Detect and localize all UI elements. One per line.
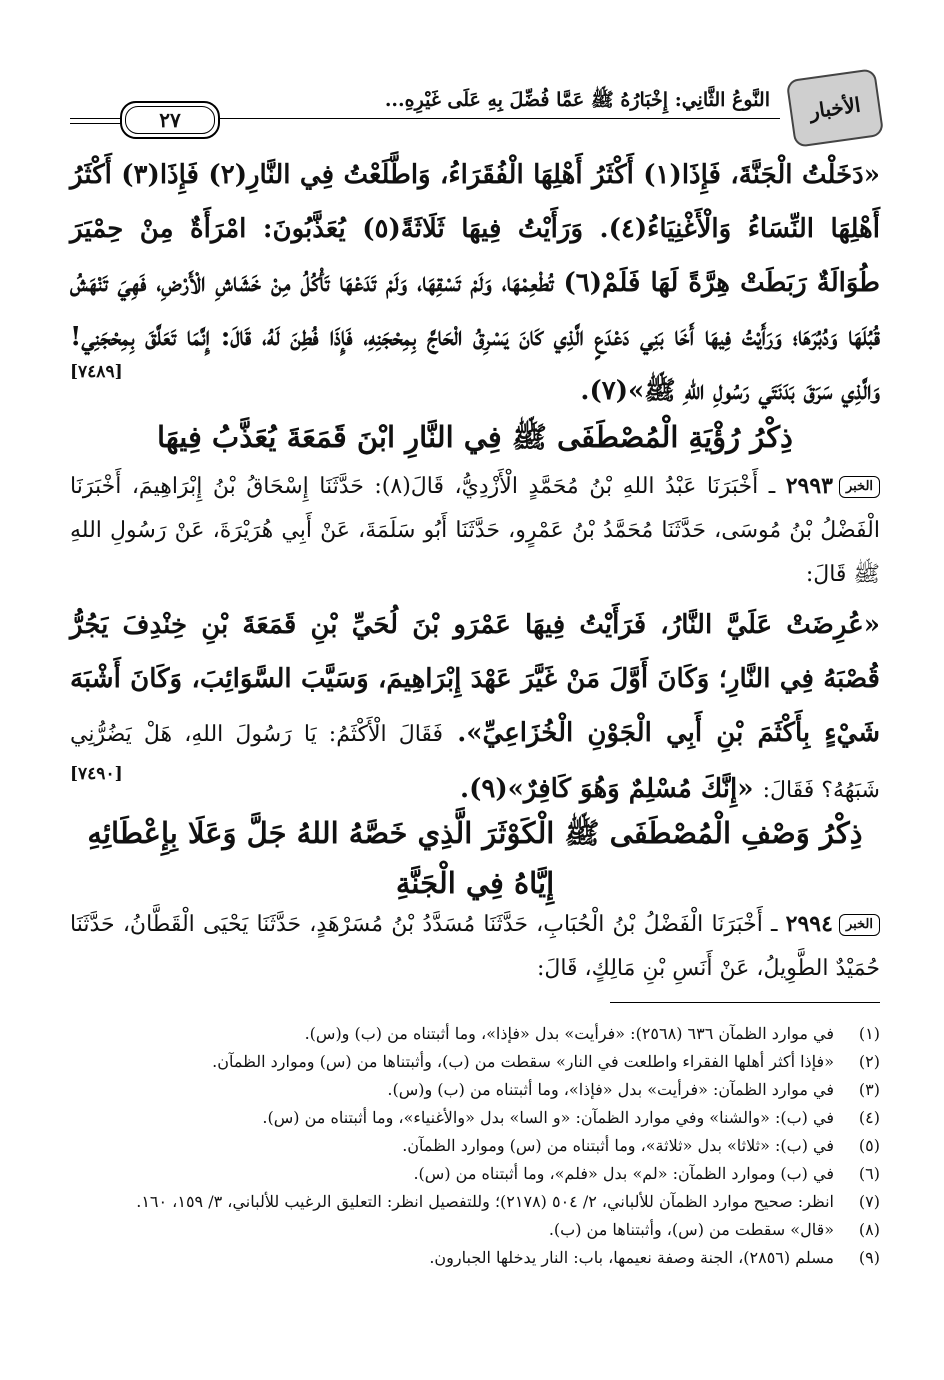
footnote-text: «فإذا أكثر أهلها الفقراء واطلعت في النار» سقطت من (ب)، وأثبتناها من (س) وموارد الظمآن. (212, 1052, 834, 1071)
khabar-tag: الخبر (839, 476, 880, 498)
footnote (70, 1132, 880, 1160)
footnote-number: (٦) (858, 1164, 880, 1183)
hadith-text: «دَخَلْتُ الْجَنَّةَ، فَإِذَا(١) أَكْثَرُ أَهْلِهَا الْفُقَرَاءُ، وَاطَّلَعْتُ فِي النَّارِ(٢) فَإِذَا(٣) أَكْثَرُ أَهْلِهَا النِّسَاءُ وَالْأَغْنِيَاءُ(٤). وَرَأَيْتُ فِيهَا ثَلَاثَةً(٥) يُعَذَّبُونَ: امْرَأَةٌ مِنْ حِمْيَرَ طُوَالَةٌ رَبَطَتْ هِرَّةً لَهَا فَلَمْ(٦) تُطْعِمْهَا، وَلَمْ تَسْقِهَا، وَلَمْ تَدَعْهَا تَأْكُلُ مِنْ خَشَاشِ الْأَرْضِ، فَهِيَ تَنْهَشُ قُبُلَهَا وَدُبُرَهَا؛ وَرَأَيْتُ فِيهَا أَخَا بَنِي دَعْدَعٍ الَّذِي كَانَ يَسْرِقُ الْحَاجَّ بِمِحْجَنِهِ، فَإِذَا فُطِنَ لَهُ، قَالَ: إِنَّمَا تَعَلَّقَ بِمِحْجَنِي! وَالَّذِي سَرَقَ بَدَنَتَي رَسُولِ اللهِ ﷺ»(٧). (70, 160, 880, 406)
footnote-text: في (ب) وموارد الظمآن: «لم» بدل «فلم»، وما أثبتناه من (س). (413, 1164, 834, 1183)
footnote-text: في (ب): «والشنا» وفي موارد الظمآن: «و السا» بدل «والأغنياء»، وما أثبتناه من (س). (262, 1108, 834, 1127)
isnad-text: ـ أَخْبَرَنَا عَبْدُ اللهِ بْنُ مُحَمَّدٍ الْأَزْدِيُّ، قَالَ(٨): حَدَّثَنَا إِسْحَاقُ بْنُ إِبْرَاهِيمَ، أَخْبَرَنَا الْفَضْلُ بْنُ مُوسَى، حَدَّثَنَا مُحَمَّدُ بْنُ عَمْرٍو، حَدَّثَنَا أَبُو سَلَمَةَ، عَنْ أَبِي هُرَيْرَةَ، عَنْ رَسُولِ اللهِ ﷺ قَالَ: (70, 474, 880, 587)
footnote (70, 1244, 880, 1272)
hadith-number: ٢٩٩٤ (785, 911, 833, 937)
footnotes (70, 1020, 880, 1272)
isnad-paragraph (70, 902, 880, 991)
page-number (120, 101, 220, 139)
matn-paragraph (70, 598, 880, 818)
isnad-text: ـ أَخْبَرَنَا الْفَضْلُ بْنُ الْحُبَابِ، حَدَّثَنَا مُسَدَّدُ بْنُ مُسَرْهَدٍ، حَدَّثَنَا يَحْيَى الْقَطَّانُ، حَدَّثَنَا حُمَيْدٌ الطَّوِيلُ، عَنْ أَنَسِ بْنِ مَالِكٍ، قَالَ: (70, 912, 880, 981)
book-page (70, 60, 880, 1360)
footnote-text: في موارد الظمآن ٦٣٦ (٢٥٦٨): «فرأيت» بدل «فإذا»، وما أثبتناه من (ب) و(س). (304, 1024, 834, 1043)
footnote-number: (٥) (858, 1136, 880, 1155)
footnote (70, 1104, 880, 1132)
hadith-number: ٢٩٩٣ (785, 473, 833, 499)
isnad-paragraph (70, 464, 880, 597)
footnote-rule (610, 1002, 880, 1003)
khabar-tag: الخبر (839, 914, 880, 936)
running-title: النَّوعُ الثَّانِي: إِخْبَارُهُ ﷺ عَمَّا فُضِّلَ بِهِ عَلَى غَيْرِهِ... (384, 89, 770, 111)
footnote-number: (١) (858, 1024, 880, 1043)
section-badge: الأخبار (786, 68, 885, 148)
footnote-text: في (ب): «ثلاثا» بدل «ثلاثة»، وما أثبتناه من (س) وموارد الظمآن. (402, 1136, 834, 1155)
footnote (70, 1076, 880, 1104)
footnote-text: انظر: صحيح موارد الظمآن للألباني، ٢/ ٥٠٤ (٢١٧٨)؛ وللتفصيل انظر: التعليق الرغيب للألباني، ٣/ ١٥٩، ١٦٠. (136, 1192, 834, 1211)
footnote-text: «قال» سقطت من (س)، وأثبتناها من (ب). (548, 1220, 834, 1239)
footnote-number: (٨) (858, 1220, 880, 1239)
footnote (70, 1216, 880, 1244)
hadith-ref: [٧٤٩٠] (70, 764, 123, 784)
section-heading: ذِكْرُ وَصْفِ الْمُصْطَفَى ﷺ الْكَوْثَرَ الَّذِي خَصَّهُ اللهُ جَلَّ وَعَلَا بِإِعْطَائِهِ إِيَّاهُ فِي الْجَنَّةِ (87, 816, 863, 900)
matn-tail: فَقَالَ الْأَكْثَمُ: يَا رَسُولَ اللهِ، هَلْ يَضُرُّنِي شَبَهُهُ؟ فَقَالَ: (70, 722, 880, 803)
hadith-ref: [٧٤٨٩] (70, 362, 123, 382)
page-number-text: ٢٧ (159, 108, 181, 132)
footnote-number: (٣) (858, 1080, 880, 1099)
footnote-number: (٧) (858, 1192, 880, 1211)
matn-text: «عُرِضَتْ عَلَيَّ النَّارُ، فَرَأَيْتُ فِيهَا عَمْرَو بْنَ لُحَيِّ بْنِ قَمَعَةَ بْنِ خِنْدِفَ يَجُرُّ قُصْبَهُ فِي النَّارِ؛ وَكَانَ أَوَّلَ مَنْ غَيَّرَ عَهْدَ إِبْرَاهِيمَ، وَسَيَّبَ السَّوَائِبَ، وَكَانَ أَشْبَهَ شَيْءٍ بِأَكْثَمَ بْنِ أَبِي الْجَوْنِ الْخُزَاعِيِّ». (70, 610, 880, 748)
page-header (70, 74, 880, 144)
footnote-number: (٢) (858, 1052, 880, 1071)
footnote-number: (٤) (858, 1108, 880, 1127)
footnote-text: مسلم (٢٨٥٦)، الجنة وصفة نعيمها، باب: النار يدخلها الجبارون. (429, 1248, 834, 1267)
matn-tail-bold: «إِنَّكَ مُسْلِمٌ وَهُوَ كَافِرٌ»(٩). (460, 774, 754, 804)
hadith-paragraph (70, 148, 880, 418)
footnote (70, 1188, 880, 1216)
footnote (70, 1160, 880, 1188)
footnote-number: (٩) (858, 1248, 880, 1267)
footnote-text: في موارد الظمآن: «فرأيت» بدل «فإذا»، وما أثبتناه من (ب) و(س). (387, 1080, 834, 1099)
section-heading: ذِكْرُ رُؤْيَةِ الْمُصْطَفَى ﷺ فِي النَّارِ ابْنَ قَمَعَةَ يُعَذَّبُ فِيهَا (157, 420, 793, 454)
footnote (70, 1048, 880, 1076)
footnote (70, 1020, 880, 1048)
